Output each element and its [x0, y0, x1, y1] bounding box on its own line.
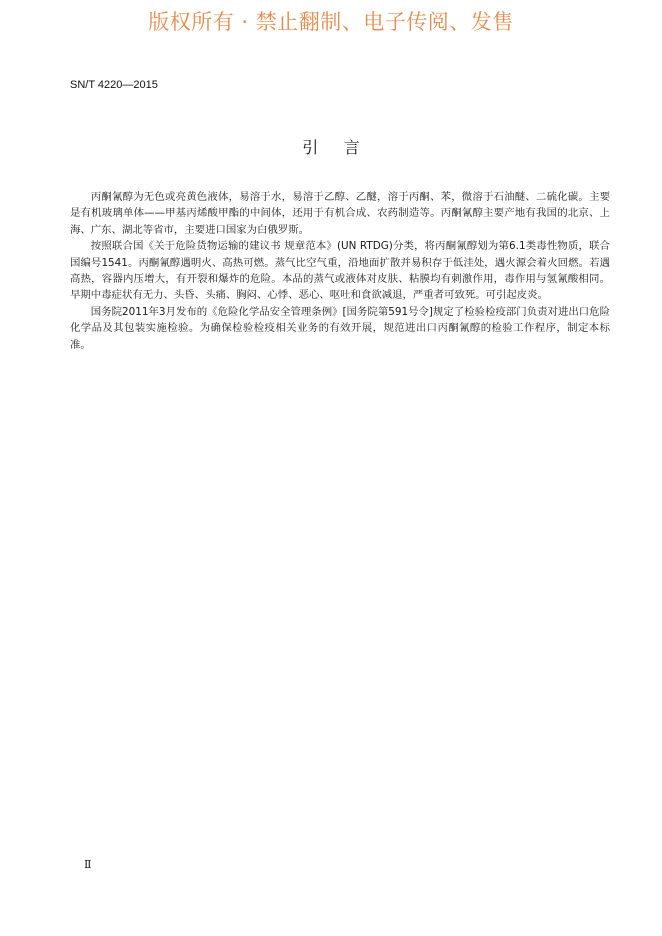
watermark: 版权所有 · 禁止翻制、电子传阅、发售: [148, 10, 514, 34]
paragraph: 按照联合国《关于危险货物运输的建议书 规章范本》(UN RTDG)分类，将丙酮氰醇划为第6.1类毒性物质，联合国编号1541。丙酮氰醇遇明火、高热可燃。蒸气比空气重，沿地面扩散并易积存于低洼处，遇火源会着火回燃。若遇高热，容器内压增大，有开裂和爆炸的危险。本品的蒸气或液体对皮肤、粘膜均有刺激作用，毒作用与氢氰酸相同。早期中毒症状有无力、头昏、头痛、胸闷、心悸、恶心、呕吐和食欲减退，严重者可致死。可引起皮炎。: [70, 240, 610, 302]
page-number: Ⅱ: [84, 858, 92, 871]
standard-code: SN/T 4220—2015: [70, 79, 158, 91]
paragraph: 国务院2011年3月发布的《危险化学品安全管理条例》[国务院第591号令]规定了检验检疫部门负责对进出口危险化学品及其包装实施检验。为确保检验检疫相关业务的有效开展，规范进出口丙酮氰醇的检验工作程序，制定本标准。: [70, 305, 610, 351]
section-title: 引言: [302, 138, 386, 157]
paragraph: 丙酮氰醇为无色或亮黄色液体，易溶于水，易溶于乙醇、乙醚，溶于丙酮、苯，微溶于石油醚、二硫化碳。主要是有机玻璃单体——甲基丙烯酸甲酯的中间体，还用于有机合成、农药制造等。丙酮氰醇主要产地有我国的北京、上海、广东、湖北等省市，主要进口国家为白俄罗斯。: [70, 191, 610, 236]
body-text: [70, 189, 610, 353]
